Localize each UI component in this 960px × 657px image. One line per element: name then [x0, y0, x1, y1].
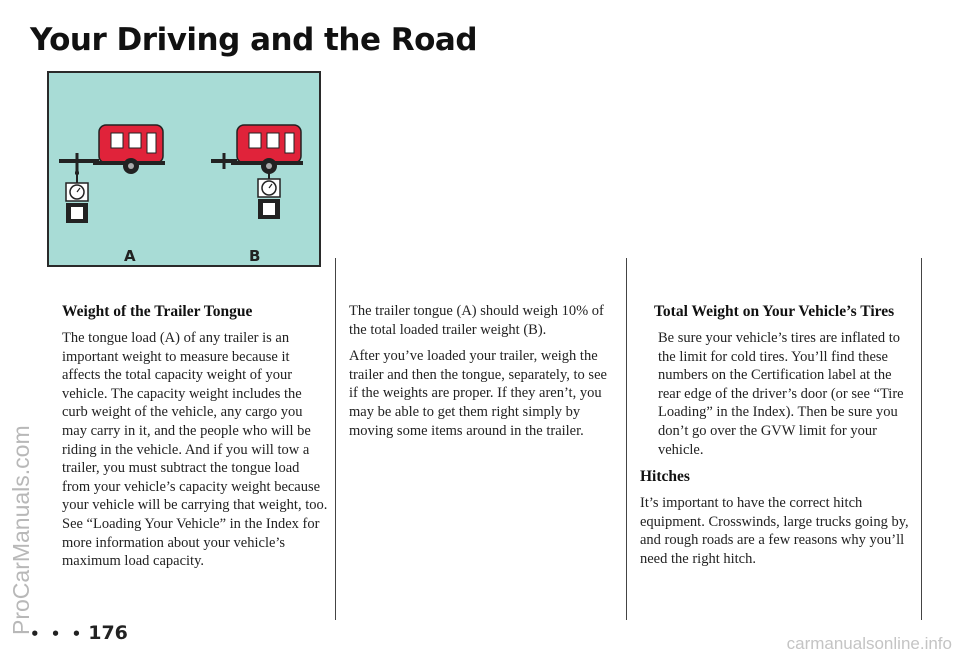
- section-body: The trailer tongue (A) should weigh 10% of the total loaded trailer weight (B).: [349, 303, 604, 338]
- section-heading: Weight of the Trailer Tongue: [62, 303, 253, 320]
- scale-a-icon: [66, 183, 88, 223]
- section-heading: Total Weight on Your Vehicle’s Tires: [654, 303, 895, 320]
- section-body: Be sure your vehicle’s tires are inflated to the limit for cold tires. You’ll find these numbers on the Certification label at the rear edge of the driver’s door (or see “Tire Loading” in the Index). Then be sure you don’t go over the GVW limit for your vehicle.: [658, 330, 904, 458]
- figure-label-a: A: [124, 247, 136, 265]
- section-body: The tongue load (A) of any trailer is an important weight to measure because it affects the total capacity weight of your vehicle. The capacity weight includes the curb weight of the vehicle, any cargo you may carry in it, and the people who will be riding in the vehicle. And if you will tow a trailer, you must subtract the tongue load from your vehicle’s capacity weight because your vehicle will be carrying that weight, too. See “Loading Your Vehicle” in the Index for more information about your vehicle’s maximum load capacity.: [62, 330, 328, 570]
- page-number: 176: [88, 622, 128, 644]
- trailer-illustration: [49, 73, 319, 265]
- column-middle: [349, 302, 613, 448]
- scale-b-icon: [258, 179, 280, 219]
- trailer-a-icon: [59, 125, 165, 185]
- page-title: Your Driving and the Road: [30, 22, 478, 58]
- section-body: After you’ve loaded your trailer, weigh the trailer and then the tongue, separately, to see if the weights are proper. If they aren’t, you may be able to get them right simply by moving some items around in the trailer.: [349, 348, 607, 439]
- column-divider: [335, 258, 336, 620]
- section-body: It’s important to have the correct hitch equipment. Crosswinds, large trucks going by, and rough roads are a few reasons why you’ll need the right hitch.: [640, 495, 909, 567]
- footer-dots: • • •: [30, 625, 85, 643]
- watermark-text: ProCarManuals.com: [8, 425, 34, 635]
- column-right: [640, 302, 914, 577]
- column-divider: [921, 258, 922, 620]
- column-divider: [626, 258, 627, 620]
- trailer-b-icon: [211, 125, 303, 181]
- trailer-weight-figure: [47, 71, 321, 267]
- section-heading: Hitches: [640, 468, 690, 486]
- site-watermark: carmanualsonline.info: [786, 634, 952, 653]
- figure-label-b: B: [249, 247, 261, 265]
- page-footer: [30, 622, 128, 644]
- column-left: [62, 302, 328, 579]
- watermark: [8, 165, 42, 635]
